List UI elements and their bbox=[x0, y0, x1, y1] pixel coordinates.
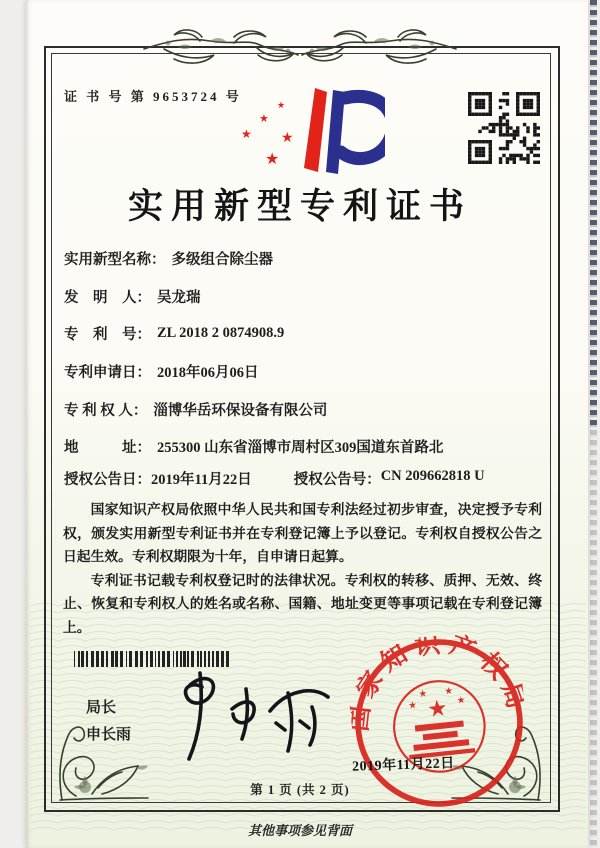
dragon-flourish-ornament bbox=[138, 25, 462, 73]
field-value: 2018年06月06日 bbox=[157, 365, 259, 382]
grant-no-value: CN 209662818 U bbox=[380, 468, 485, 484]
field-value: 255300 山东省淄博市周村区309国道东首路北 bbox=[157, 440, 444, 457]
field-label: 专 利 号： bbox=[64, 327, 151, 344]
field-label: 专利申请日： bbox=[64, 365, 151, 382]
field-value: 淄博华岳环保设备有限公司 bbox=[153, 402, 328, 419]
legal-text bbox=[63, 498, 542, 639]
field-row-address bbox=[64, 428, 546, 466]
svg-text:★: ★ bbox=[456, 694, 466, 707]
legal-paragraph-2: 专利证书记载专利权登记时的法律状况。专利权的转移、质押、无效、终止、恢复和专利权人的姓名或名称、国籍、地址变更等事项记载在专利登记簿上。 bbox=[63, 572, 542, 635]
field-list bbox=[64, 240, 546, 466]
field-value: 多级组合除尘器 bbox=[171, 252, 273, 269]
svg-text:★: ★ bbox=[277, 100, 286, 110]
logo-p-bowl bbox=[341, 96, 385, 158]
logo-stars bbox=[241, 100, 294, 168]
grant-no-label: 授权公告号： bbox=[293, 472, 381, 488]
grant-date-label: 授权公告日： bbox=[64, 472, 151, 488]
field-row-name bbox=[64, 240, 546, 278]
field-label: 发 明 人： bbox=[64, 289, 151, 306]
field-row-patent-no bbox=[64, 315, 546, 353]
field-label: 专 利 权 人： bbox=[64, 402, 148, 419]
seal-date: 2019年11月22日 bbox=[351, 756, 456, 775]
svg-text:★: ★ bbox=[281, 131, 294, 146]
qr-code-icon bbox=[468, 92, 540, 164]
svg-text:★: ★ bbox=[407, 699, 418, 712]
page-number: 第 1 页 (共 2 页) bbox=[250, 783, 350, 797]
commissioner-block bbox=[86, 694, 131, 748]
svg-text:★: ★ bbox=[241, 127, 252, 141]
commissioner-title: 局长 bbox=[86, 699, 117, 716]
cnipa-seal-icon bbox=[343, 627, 534, 818]
legal-paragraph-1: 国家知识产权局依照中华人民共和国专利法经过初步审查，决定授予专利权，颁发实用新型专利证书并在专利登记簿上予以登记。专利权自授权公告之日起生效。专利权期限为十年，自申请日起算。 bbox=[63, 502, 542, 564]
grant-announcement-row bbox=[64, 468, 546, 489]
field-row-inventor bbox=[64, 278, 546, 316]
svg-text:★: ★ bbox=[426, 695, 449, 723]
svg-text:★: ★ bbox=[259, 113, 269, 125]
grant-date-value: 2019年11月22日 bbox=[151, 472, 252, 488]
commissioner-name: 申长雨 bbox=[86, 726, 132, 743]
svg-text:★: ★ bbox=[418, 688, 428, 701]
back-side-note: 其他事项参见背面 bbox=[247, 823, 352, 838]
svg-text:★: ★ bbox=[265, 151, 280, 168]
field-value: 吴龙瑞 bbox=[157, 289, 201, 306]
cnipa-logo-icon bbox=[233, 82, 385, 176]
field-label: 地 址： bbox=[64, 440, 151, 457]
commissioner-signature bbox=[158, 663, 348, 771]
field-label: 实用新型名称： bbox=[64, 252, 166, 269]
field-row-patentee bbox=[64, 390, 546, 428]
field-value: ZL 2018 2 0874908.9 bbox=[157, 325, 285, 342]
svg-text:★: ★ bbox=[443, 685, 454, 698]
seal-ring-text: 国家知识产权局 bbox=[345, 630, 532, 733]
certificate-title: 实用新型专利证书 bbox=[127, 187, 472, 226]
certificate-number: 证 书 号 第 9653724 号 bbox=[64, 89, 242, 104]
field-row-filing-date bbox=[64, 353, 546, 391]
logo-red-wedge bbox=[304, 88, 327, 172]
